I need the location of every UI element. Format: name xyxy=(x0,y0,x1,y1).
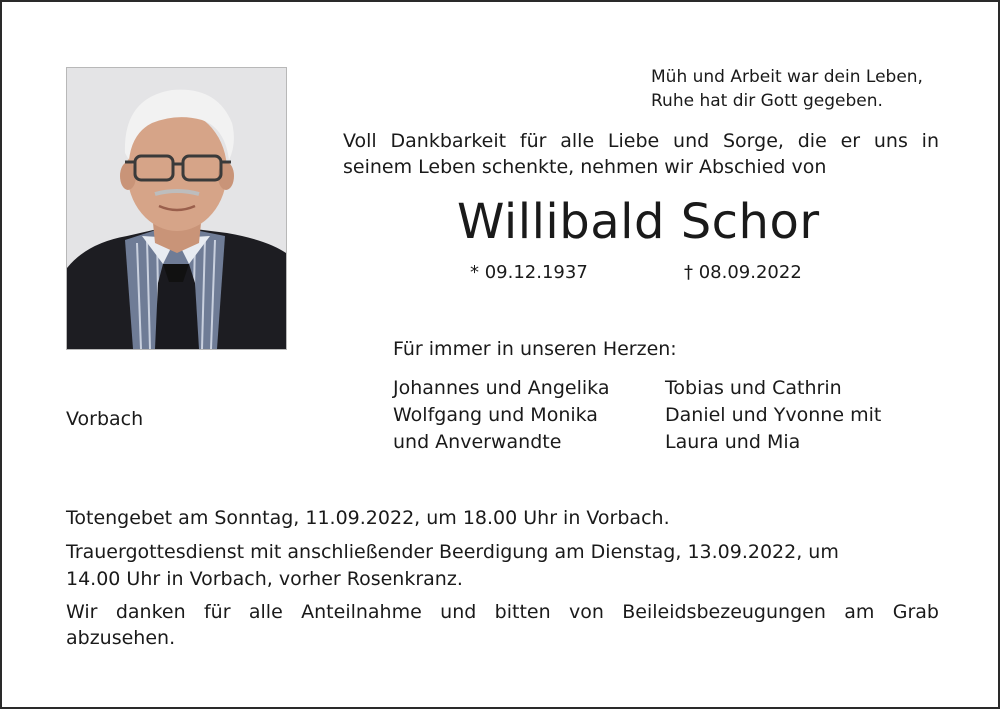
mourners-heading: Für immer in unseren Herzen: xyxy=(393,338,677,360)
mourner-name: Laura und Mia xyxy=(665,431,801,453)
portrait-photo xyxy=(66,67,287,350)
mourner-name: und Anverwandte xyxy=(393,431,562,453)
thanks-notice-line-2: abzusehen. xyxy=(66,627,176,649)
service-notice-line-2: 14.00 Uhr in Vorbach, vorher Rosenkranz. xyxy=(66,568,463,590)
intro-line-2: seinem Leben schenkte, nehmen wir Abschied von xyxy=(343,156,827,178)
mourner-name: Wolfgang und Monika xyxy=(393,404,598,426)
prayer-notice: Totengebet am Sonntag, 11.09.2022, um 18.00 Uhr in Vorbach. xyxy=(66,507,670,529)
deceased-name: Willibald Schor xyxy=(457,194,820,250)
mourners-right-column xyxy=(665,375,881,456)
mourner-name: Daniel und Yvonne mit xyxy=(665,404,882,426)
service-notice-line-1: Trauergottesdienst mit anschließender Beerdigung am Dienstag, 13.09.2022, um xyxy=(66,541,839,563)
motto-line-2: Ruhe hat dir Gott gegeben. xyxy=(651,91,883,111)
motto-line-1: Müh und Arbeit war dein Leben, xyxy=(651,67,923,87)
intro-line-1: Voll Dankbarkeit für alle Liebe und Sorge, die er uns in xyxy=(343,130,939,152)
birth-date: * 09.12.1937 xyxy=(470,262,588,283)
death-date: † 08.09.2022 xyxy=(684,262,802,283)
mourner-name: Tobias und Cathrin xyxy=(665,377,842,399)
thanks-notice-line-1: Wir danken für alle Anteilnahme und bitten von Beileidsbezeugungen am Grab xyxy=(66,601,939,623)
mourners-left-column xyxy=(393,375,609,456)
mourner-name: Johannes und Angelika xyxy=(393,377,610,399)
place-name: Vorbach xyxy=(66,408,144,430)
